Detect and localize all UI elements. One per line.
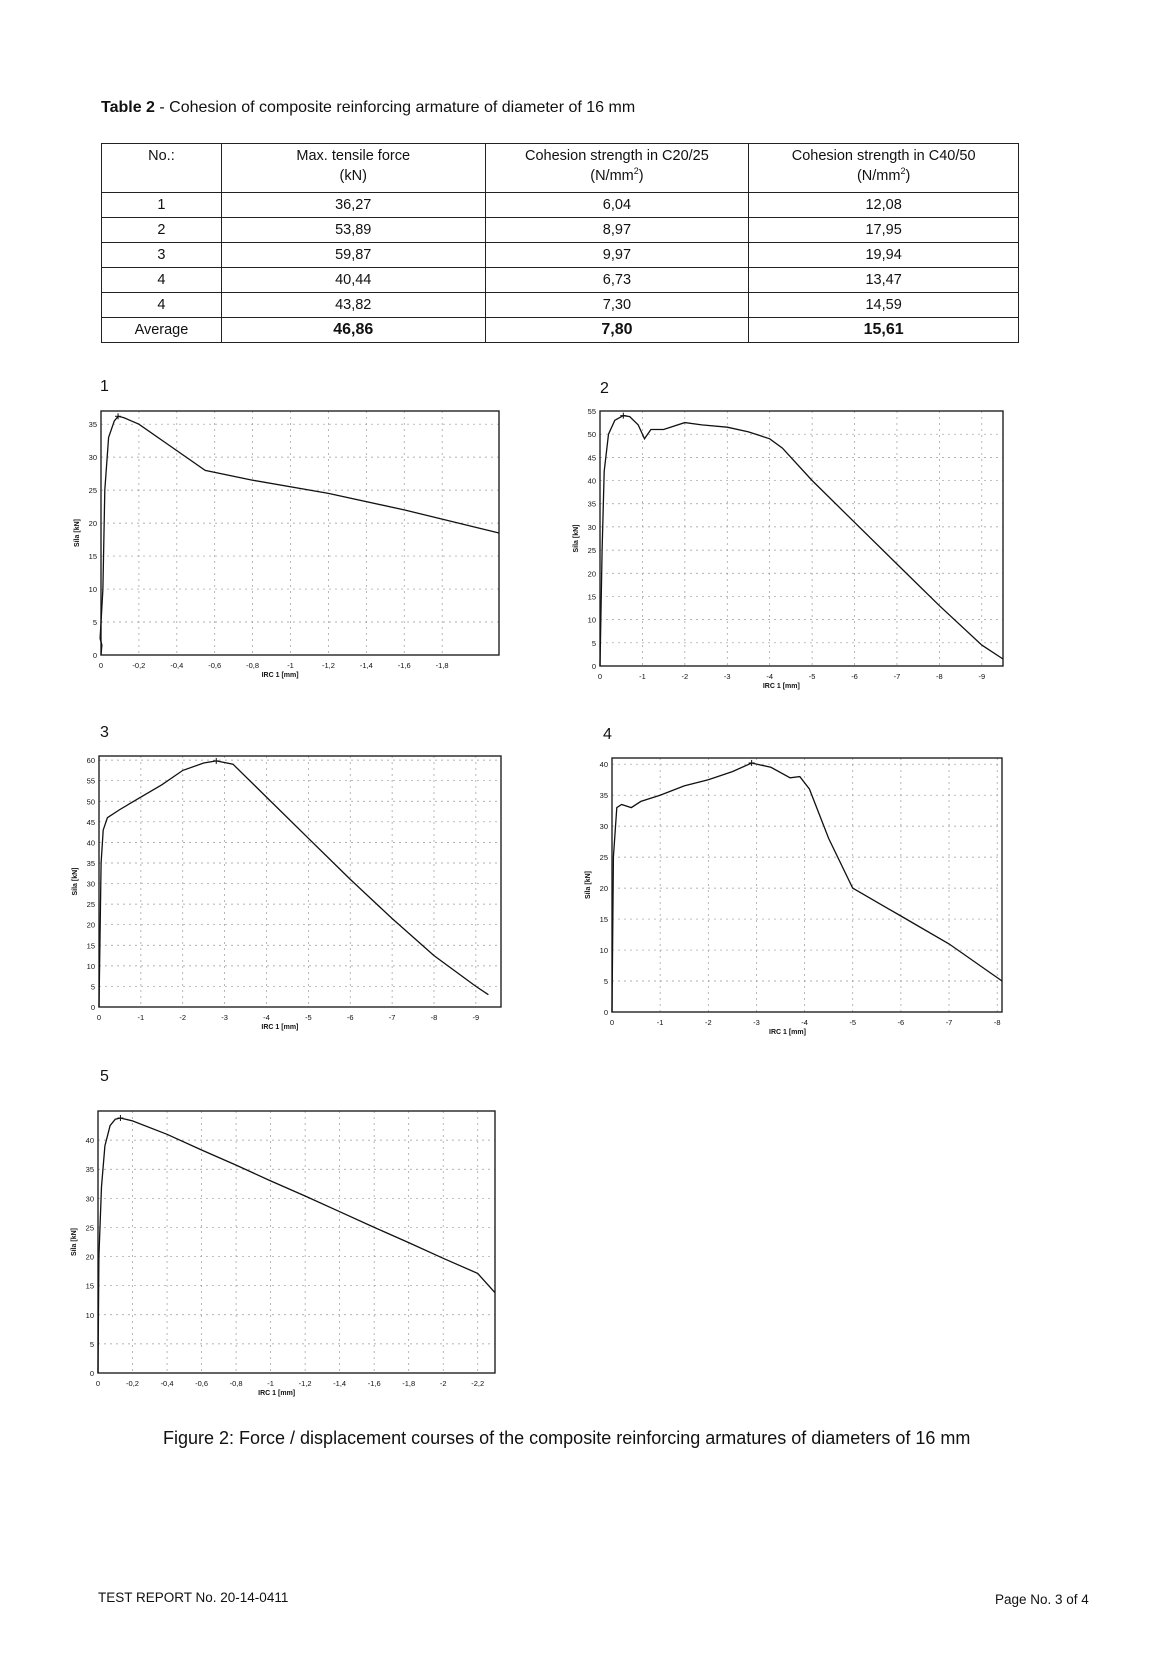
x-tick-label: -0,6 (195, 1379, 209, 1388)
cell-max-force: 43,82 (221, 293, 485, 318)
force-displacement-line (98, 1118, 495, 1373)
y-tick-label: 0 (89, 1369, 94, 1378)
chart-3-number: 3 (100, 724, 109, 741)
y-tick-label: 35 (587, 499, 596, 509)
x-tick-label: -2 (179, 1013, 187, 1022)
cell-c20-25: 9,97 (485, 243, 749, 268)
x-axis-title: IRC 1 [mm] (261, 1024, 299, 1031)
y-tick-label: 50 (86, 797, 95, 807)
x-tick-label: -1,4 (333, 1379, 347, 1388)
x-axis-title: IRC 1 [mm] (769, 1029, 806, 1036)
y-tick-label: 40 (587, 476, 596, 486)
y-axis-title: Síla [kN] (74, 518, 81, 548)
header-cohesion-c20-25: Cohesion strength in C20/25 $(N/mm^2)$ (485, 144, 749, 193)
x-tick-label: 0 (98, 661, 104, 670)
cell-no: 1 (102, 193, 222, 218)
x-tick-label: -1,2 (321, 661, 335, 670)
y-tick-label: 20 (587, 569, 596, 579)
cell-no: 4 (102, 293, 222, 318)
y-tick-label: 40 (599, 760, 608, 770)
x-axis-title: IRC 1 [mm] (258, 1390, 296, 1397)
x-tick-label: -1,4 (359, 661, 373, 670)
x-tick-label: -2 (704, 1018, 712, 1027)
header-no: No.: (102, 144, 222, 193)
x-tick-label: -2 (439, 1379, 447, 1388)
y-tick-label: 25 (587, 546, 596, 556)
y-tick-label: 25 (88, 486, 97, 496)
x-tick-label: -1 (287, 661, 294, 670)
x-tick-label: -0,2 (132, 661, 146, 670)
y-tick-label: 10 (86, 961, 95, 971)
chart-5-number: 5 (100, 1068, 109, 1085)
x-tick-label: -2,2 (471, 1379, 485, 1388)
y-tick-label: 40 (86, 838, 95, 848)
y-tick-label: 0 (591, 662, 596, 671)
x-tick-label: -7 (893, 672, 901, 681)
x-tick-label: -5 (808, 672, 816, 681)
cell-average-label: Average (102, 318, 222, 343)
x-tick-label: -1,2 (298, 1379, 312, 1388)
x-tick-label: 0 (95, 1379, 101, 1388)
header-max-tensile-force: Max. tensile force (kN) (221, 144, 485, 193)
y-axis-title: Síla [kN] (72, 867, 79, 896)
x-tick-label: -5 (305, 1013, 312, 1022)
table-caption-label: Table 2 (101, 99, 155, 116)
x-tick-label: -4 (263, 1013, 270, 1022)
y-axis-title: Síla [kN] (585, 870, 592, 900)
y-tick-label: 0 (603, 1008, 608, 1017)
cell-c40-50: 19,94 (749, 243, 1019, 268)
y-axis-title: Síla [kN] (71, 1227, 78, 1257)
x-tick-label: 0 (96, 1013, 102, 1022)
y-tick-label: 0 (92, 651, 97, 660)
y-tick-label: 25 (599, 853, 608, 863)
header-cohesion-c40-50: Cohesion strength in C40/50 $(N/mm^2)$ (749, 144, 1019, 193)
y-tick-label: 15 (85, 1281, 94, 1291)
cell-max-force: 59,87 (221, 243, 485, 268)
x-tick-label: -1,8 (402, 1379, 416, 1388)
y-tick-label: 10 (88, 585, 97, 595)
y-tick-label: 5 (92, 618, 97, 628)
cell-average-c20-25: 7,80 (485, 318, 749, 343)
x-tick-label: -4 (801, 1018, 808, 1027)
cell-average-max-force: 46,86 (221, 318, 485, 343)
x-tick-label: -4 (766, 672, 774, 681)
footer-page-number: Page No. 3 of 4 (995, 1592, 1089, 1607)
y-tick-label: 55 (587, 407, 596, 416)
y-tick-label: 20 (85, 1252, 94, 1262)
x-tick-label: -9 (472, 1013, 480, 1022)
x-tick-label: -0,4 (160, 1379, 174, 1388)
cell-c40-50: 13,47 (749, 268, 1019, 293)
x-tick-label: -0,6 (208, 661, 222, 670)
cell-c20-25: 6,73 (485, 268, 749, 293)
y-tick-label: 20 (599, 884, 608, 894)
x-tick-label: -1 (639, 672, 646, 681)
x-tick-label: -5 (849, 1018, 857, 1027)
x-tick-label: -1,8 (435, 661, 449, 670)
y-tick-label: 30 (86, 879, 95, 889)
y-tick-label: 5 (603, 977, 608, 987)
y-tick-label: 25 (86, 900, 95, 910)
x-tick-label: -1,6 (367, 1379, 381, 1388)
y-tick-label: 15 (599, 915, 608, 925)
y-tick-label: 60 (86, 756, 95, 766)
x-tick-label: -9 (978, 672, 986, 681)
y-tick-label: 20 (88, 519, 97, 529)
x-tick-label: 0 (597, 672, 603, 681)
x-axis-title: IRC 1 [mm] (762, 683, 800, 690)
x-tick-label: -1,6 (397, 661, 411, 670)
y-tick-label: 10 (587, 615, 596, 625)
x-tick-label: -0,2 (126, 1379, 139, 1388)
y-tick-label: 45 (587, 453, 596, 463)
x-tick-label: -2 (681, 672, 689, 681)
x-tick-label: -3 (221, 1013, 228, 1022)
y-tick-label: 30 (88, 453, 97, 463)
y-tick-label: 5 (90, 982, 95, 992)
cell-max-force: 53,89 (221, 218, 485, 243)
y-tick-label: 30 (599, 822, 608, 832)
chart-1-number: 1 (100, 378, 109, 395)
y-tick-label: 35 (88, 420, 97, 430)
y-tick-label: 15 (587, 592, 596, 602)
y-tick-label: 35 (86, 858, 95, 868)
plot-frame (98, 1111, 495, 1373)
y-tick-label: 30 (85, 1194, 94, 1204)
y-tick-label: 5 (591, 638, 596, 648)
cell-c40-50: 17,95 (749, 218, 1019, 243)
cell-max-force: 40,44 (221, 268, 485, 293)
x-tick-label: -0,8 (246, 661, 260, 670)
x-tick-label: -0,4 (170, 661, 184, 670)
y-tick-label: 35 (599, 791, 608, 801)
y-tick-label: 30 (587, 522, 596, 532)
x-axis-title: IRC 1 [mm] (261, 672, 299, 679)
y-tick-label: 10 (599, 946, 608, 956)
y-tick-label: 15 (86, 941, 95, 951)
y-tick-label: 10 (85, 1310, 94, 1320)
cell-c40-50: 14,59 (749, 293, 1019, 318)
x-tick-label: -8 (936, 672, 943, 681)
figure-caption: Figure 2: Force / displacement courses of the composite reinforcing armatures of diameters of 16 mm (163, 1428, 971, 1448)
y-tick-label: 40 (85, 1136, 94, 1146)
x-tick-label: -6 (851, 672, 858, 681)
footer-report-number: TEST REPORT No. 20-14-0411 (98, 1590, 289, 1605)
cell-c40-50: 12,08 (749, 193, 1019, 218)
x-tick-label: -0,8 (229, 1379, 243, 1388)
x-tick-label: -6 (897, 1018, 905, 1027)
cell-no: 3 (102, 243, 222, 268)
y-tick-label: 20 (86, 920, 95, 930)
x-tick-label: -7 (945, 1018, 953, 1027)
x-tick-label: -3 (723, 672, 731, 681)
cell-average-c40-50: 15,61 (749, 318, 1019, 343)
cell-max-force: 36,27 (221, 193, 485, 218)
y-axis-title: Síla [kN] (573, 524, 580, 553)
x-tick-label: -7 (388, 1013, 396, 1022)
x-tick-label: 0 (609, 1018, 615, 1027)
y-tick-label: 35 (85, 1165, 94, 1175)
y-tick-label: 15 (88, 552, 97, 562)
y-tick-label: 45 (86, 817, 95, 827)
y-tick-label: 5 (89, 1339, 94, 1349)
cell-no: 4 (102, 268, 222, 293)
cell-c20-25: 6,04 (485, 193, 749, 218)
x-tick-label: -8 (430, 1013, 438, 1022)
y-tick-label: 0 (90, 1003, 95, 1012)
x-tick-label: -6 (346, 1013, 354, 1022)
y-tick-label: 25 (85, 1223, 94, 1233)
y-tick-label: 50 (587, 430, 596, 440)
x-tick-label: -8 (993, 1018, 1001, 1027)
x-tick-label: -3 (753, 1018, 760, 1027)
chart-4-number: 4 (603, 726, 612, 743)
x-tick-label: -1 (656, 1018, 664, 1027)
table-caption-text: - Cohesion of composite reinforcing armature of diameter of 16 mm (154, 99, 636, 116)
x-tick-label: -1 (267, 1379, 274, 1388)
chart-2-number: 2 (600, 380, 609, 397)
cell-c20-25: 7,30 (485, 293, 749, 318)
cell-c20-25: 8,97 (485, 218, 749, 243)
cell-no: 2 (102, 218, 222, 243)
y-tick-label: 55 (86, 776, 95, 786)
x-tick-label: -1 (137, 1013, 145, 1022)
